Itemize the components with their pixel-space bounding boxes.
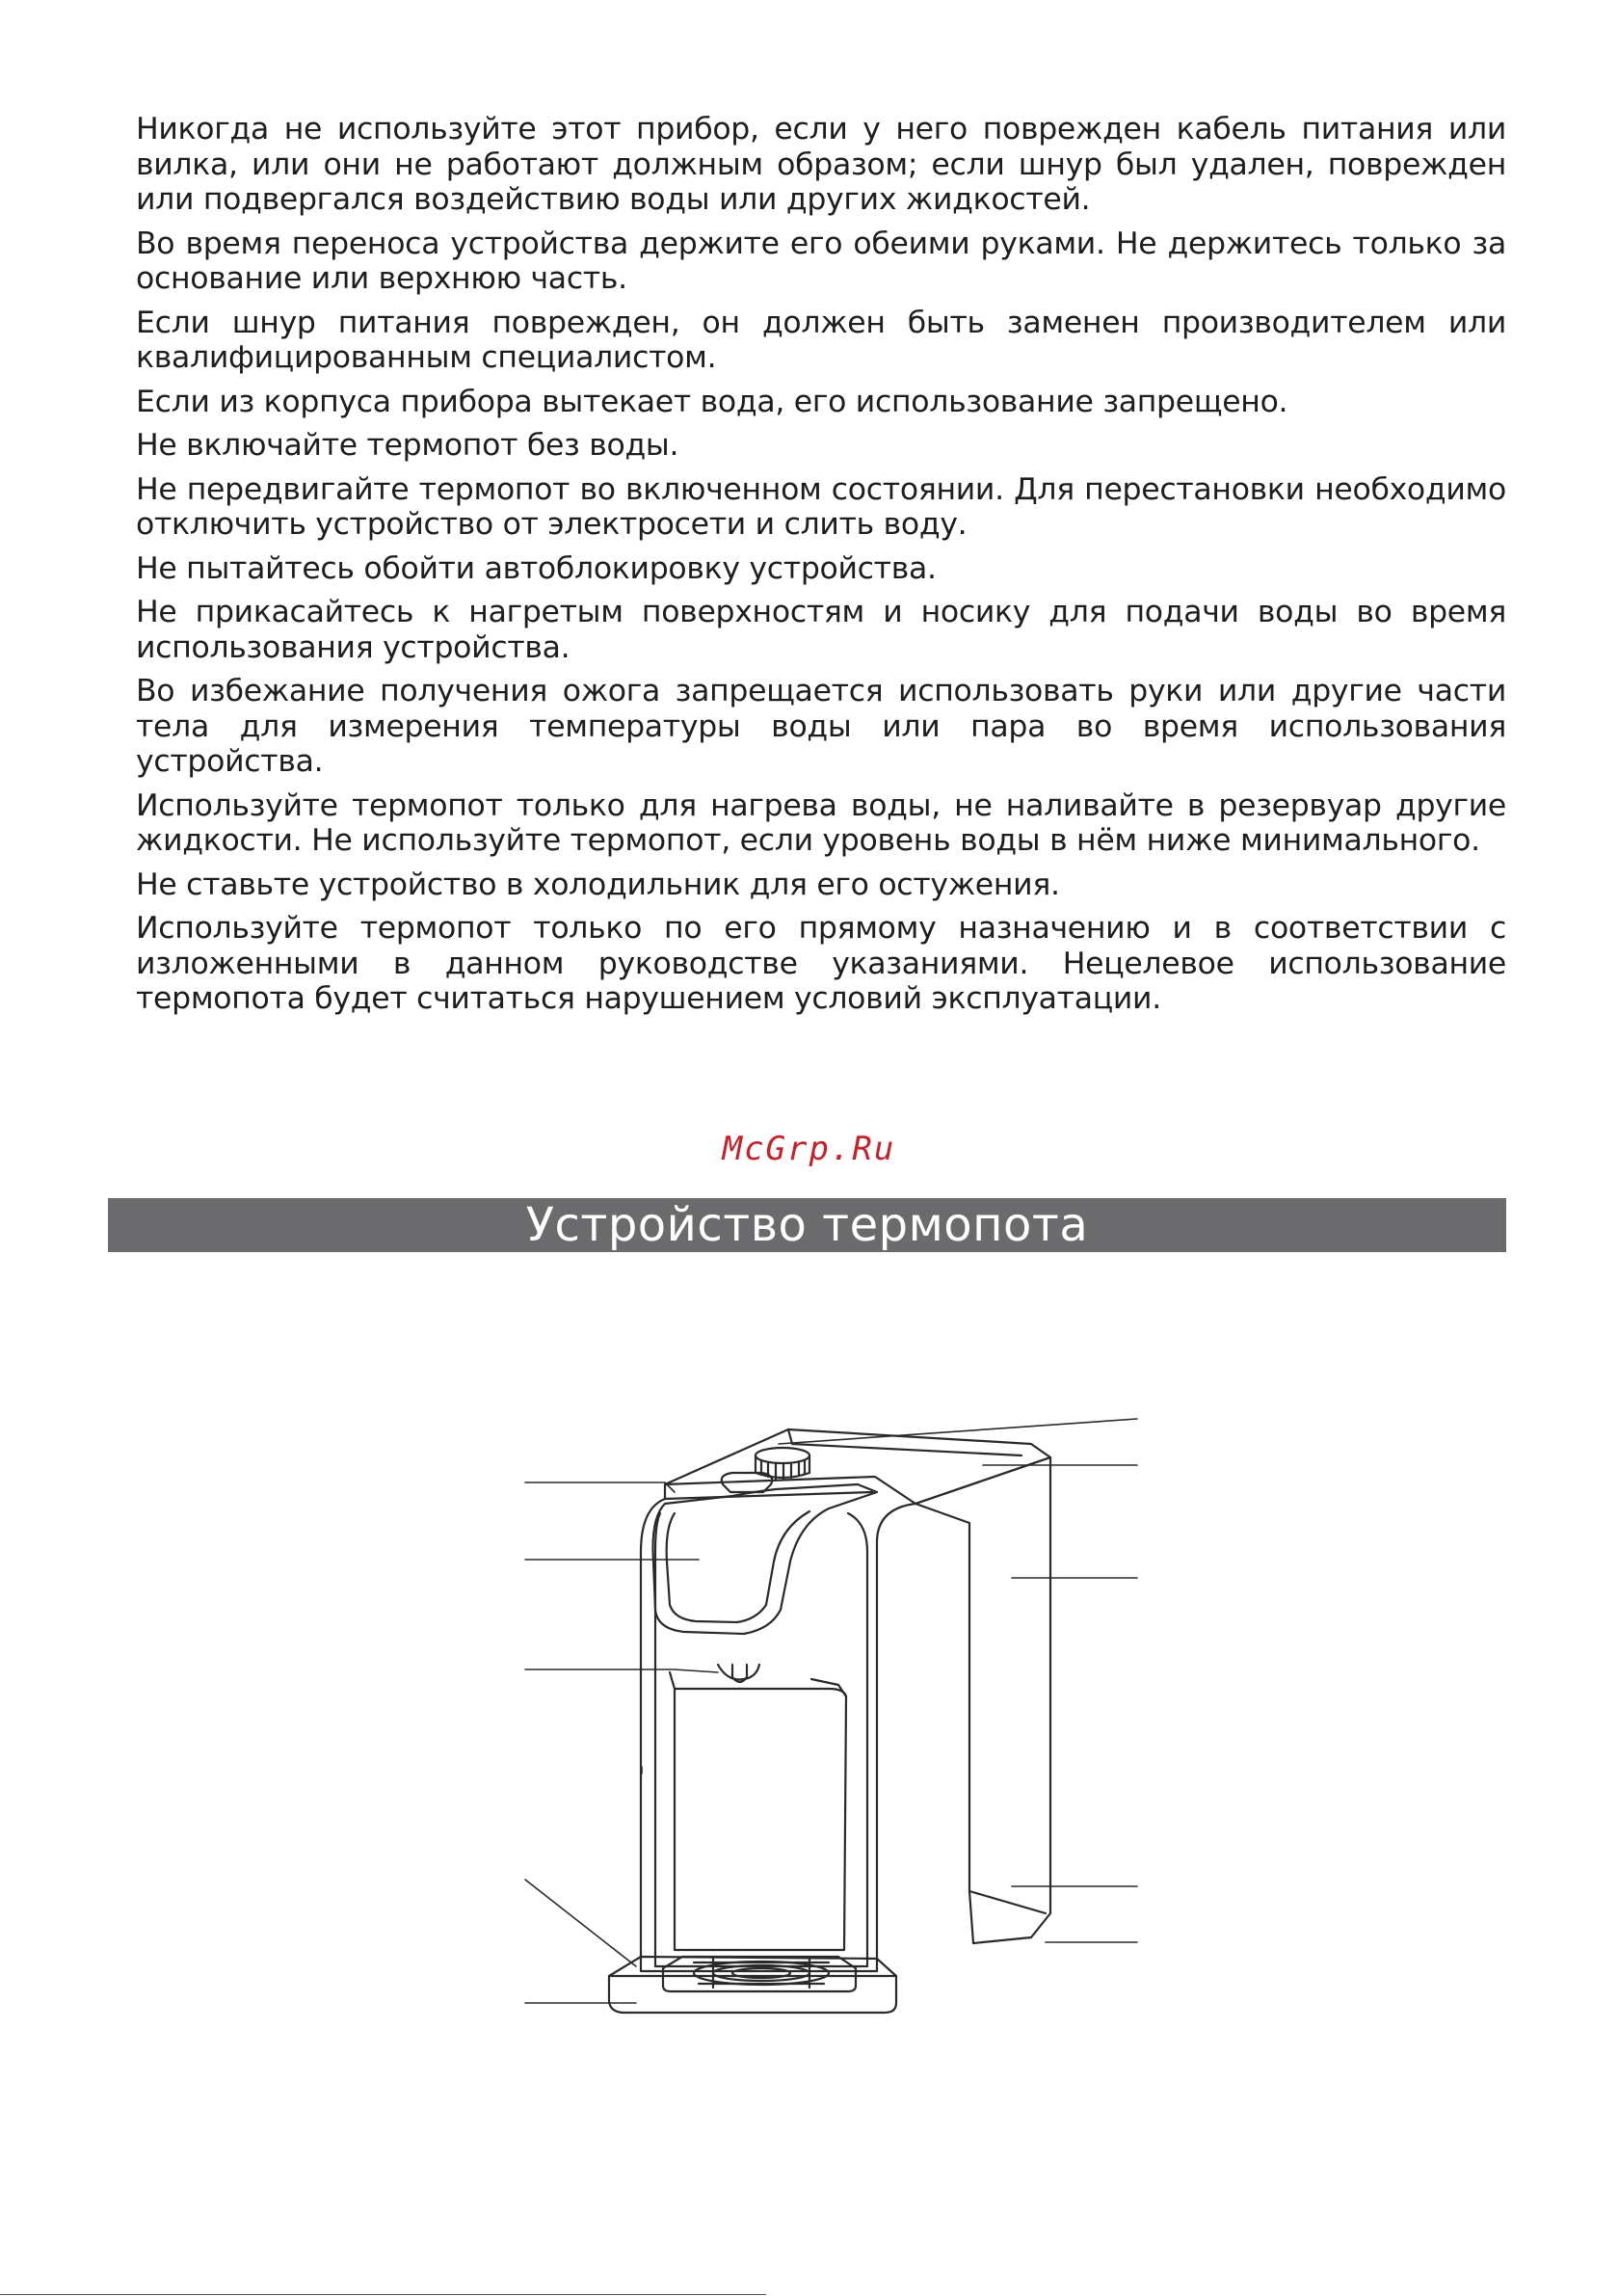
safety-paragraph: Не пытайтесь обойти автоблокировку устройства. — [136, 550, 937, 586]
safety-paragraph: Никогда не используйте этот прибор, если у него поврежден кабель питания или вилка, или они не работают должным образом; если шнур был удален, поврежден или подвергался воздействию воды или других жидкостей. — [136, 112, 1506, 217]
safety-paragraph: Используйте термопот только по его прямому назначению и в соответствии с изложенными в данном руководстве указаниями. Нецелевое использование термопота будет считаться нарушением условий эксплуатации. — [136, 911, 1506, 1016]
safety-paragraph: Не включайте термопот без воды. — [136, 428, 679, 463]
safety-paragraph: Используйте термопот только для нагрева воды, не наливайте в резервуар другие жидкости. Не используйте термопот, если уровень воды в нём ниже минимального. — [136, 788, 1506, 858]
safety-instructions — [136, 112, 1506, 1026]
control-panel — [653, 1473, 878, 1634]
thermopot-diagram — [511, 1407, 1166, 2063]
drip-tray — [609, 1957, 896, 2013]
safety-paragraph: Не передвигайте термопот во включенном состоянии. Для перестановки необходимо отключить устройство от электросети и слить воду. — [136, 471, 1506, 542]
safety-paragraph: Не прикасайтесь к нагретым поверхностям и носику для подачи воды во время использования устройства. — [136, 595, 1506, 665]
section-title: Устройство термопота — [525, 1198, 1089, 1252]
water-spout — [718, 1665, 759, 1682]
safety-paragraph: Если из корпуса прибора вытекает вода, его использование запрещено. — [136, 384, 1288, 419]
safety-paragraph: Во избежание получения ожога запрещается использовать руки или другие части тела для измерения температуры воды или пара во время использования устройства. — [136, 674, 1506, 779]
water-window — [670, 1672, 846, 1950]
footer-divider — [0, 2294, 766, 2295]
safety-paragraph: Во время переноса устройства держите его обеими руками. Не держитесь только за основание или верхнюю часть. — [136, 226, 1506, 296]
watermark: McGrp.Ru — [722, 1130, 896, 1168]
safety-paragraph: Не ставьте устройство в холодильник для его остужения. — [136, 867, 1060, 902]
safety-paragraph: Если шнур питания поврежден, он должен быть заменен производителем или квалифицированным специалистом. — [136, 305, 1506, 375]
callout-lines — [525, 1419, 1137, 2003]
section-header — [108, 1198, 1506, 1252]
